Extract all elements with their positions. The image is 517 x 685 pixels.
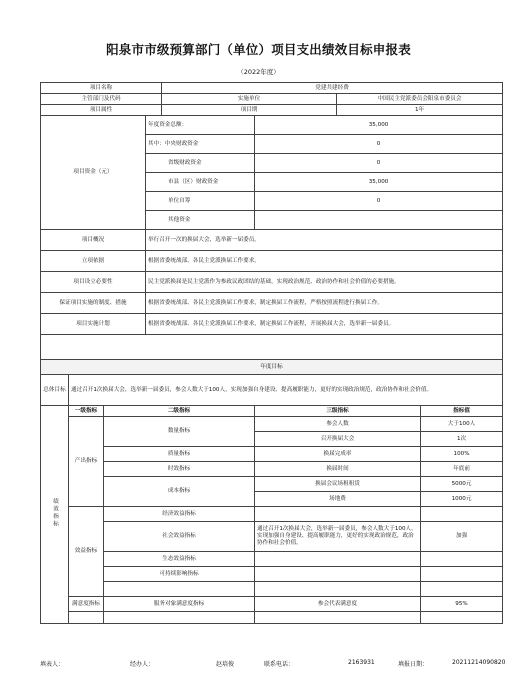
funds-row-name: 市县（区）财政资金	[146, 173, 255, 192]
indicator-name: 召开换届大会	[255, 432, 421, 447]
indicator-name: 参会人数	[255, 417, 421, 432]
col-header-value: 指标值	[421, 406, 503, 417]
phone-label: 联系电话：	[264, 661, 295, 668]
project-attr-label: 项目属性	[41, 105, 162, 116]
empty-cell	[255, 567, 421, 582]
satisfaction-indicator-label: 满意度指标	[69, 597, 104, 612]
indicator-name: 换届完成率	[255, 447, 421, 462]
guarantee-label: 保证项目实施的制度、措施	[41, 293, 146, 314]
empty-cell	[255, 582, 421, 597]
performance-target-table	[40, 82, 503, 624]
indicators-side-label	[41, 406, 69, 624]
col-header-level2: 二级指标	[104, 406, 255, 417]
eco-indicator-label: 生态效益指标	[104, 552, 255, 567]
guarantee-text: 根据省委统战部、各民主党派换届工作要求，制定换届工作流程，严格按照流程进行换届工作。	[146, 293, 503, 314]
indicator-value: 大于100人	[421, 417, 503, 432]
project-period-value: 1年	[337, 105, 503, 116]
funds-row-name: 单位自筹	[146, 192, 255, 211]
year-label: （2022年度）	[237, 68, 280, 76]
necessity-text: 民主党派换届是民主党派作为参政议政团结的基础，实现政治规范、政治协作和社会价值的必要措施。	[146, 272, 503, 293]
social-indicator-text: 通过召开1次换届大会，选举新一届委员，参会人数大于100人，实现加强自身建设、提高履职能力，更好的实现政治规范，政治协作和社会价值。	[255, 522, 421, 552]
effect-indicator-label: 效益指标	[69, 507, 104, 597]
empty-cell	[104, 582, 255, 597]
dept-label: 主管部门及代码	[41, 94, 162, 105]
indicator-value: 100%	[421, 447, 503, 462]
funds-row-value: 0	[255, 192, 503, 211]
economic-indicator-label: 经济效益指标	[104, 507, 255, 522]
indicator-name: 场地费	[255, 492, 421, 507]
output-indicator-label: 产出指标	[69, 417, 104, 507]
empty-cell	[421, 612, 503, 624]
social-indicator-value: 加强	[421, 522, 503, 552]
project-period-label: 项目期	[162, 105, 337, 116]
service-indicator-name: 参会代表满意度	[255, 597, 421, 612]
indicator-value: 年底前	[421, 462, 503, 477]
indicator-value: 5000元	[421, 477, 503, 492]
project-name-label: 项目名称	[41, 83, 162, 94]
time-indicator-label: 时效指标	[104, 462, 255, 477]
social-indicator-label: 社会效益指标	[104, 522, 255, 552]
date-value: 20211214090820	[452, 659, 506, 666]
service-indicator-value: 95%	[421, 597, 503, 612]
empty-cell	[255, 612, 421, 624]
annual-goals-header: 年度目标	[41, 360, 503, 375]
indicator-value: 1000元	[421, 492, 503, 507]
funds-row-value: 35,000	[255, 173, 503, 192]
blank-row	[41, 335, 503, 360]
indicators-side-text: 绩效指标	[52, 497, 58, 529]
plan-text: 根据省委统战部、各民主党派换届工作要求，制定换届工作流程，开展换届大会，选举新一届委员。	[146, 314, 503, 335]
project-name-value: 党建共建经费	[162, 83, 503, 94]
overview-label: 项目概况	[41, 230, 146, 251]
empty-cell	[421, 582, 503, 597]
dept-value: 实施单位	[162, 94, 337, 105]
funds-row-value: 35,000	[255, 116, 503, 135]
overall-goal-text: 通过召开1次换届大会，选举新一届委员，参会人数大于100人，实现加强自身建设、提高履职能力，更好的实现政治规范，政治协作和社会价值。	[69, 375, 503, 406]
impl-unit-value: 中国民主党派委员会阳泉市委员会	[337, 94, 503, 105]
empty-cell	[421, 507, 503, 522]
plan-label: 项目实施计划	[41, 314, 146, 335]
empty-cell	[104, 612, 255, 624]
empty-cell	[421, 567, 503, 582]
signature-footer	[38, 654, 506, 672]
phone-value: 2163931	[348, 659, 375, 666]
empty-cell	[255, 507, 421, 522]
funds-row-name: 其他资金	[146, 211, 255, 230]
funds-row-name: 其中：中央财政资金	[146, 135, 255, 154]
indicator-name: 换届会议场租租赁	[255, 477, 421, 492]
basis-label: 立项依据	[41, 251, 146, 272]
empty-cell	[421, 552, 503, 567]
basis-text: 根据省委统战部、各民主党派换届工作要求。	[146, 251, 503, 272]
funds-row-value: 0	[255, 135, 503, 154]
col-header-level3: 三级指标	[255, 406, 421, 417]
service-indicator-label: 服务对象满意度指标	[104, 597, 255, 612]
col-header-level1: 一级指标	[69, 406, 104, 417]
page-title: 阳泉市市级预算部门（单位）项目支出绩效目标申报表	[106, 42, 411, 57]
funds-row-name: 年度资金总额：	[146, 116, 255, 135]
sustain-indicator-label: 可持续影响指标	[104, 567, 255, 582]
funds-row-value: 0	[255, 154, 503, 173]
quantity-indicator-label: 数量指标	[104, 417, 255, 447]
necessity-label: 项目设立必要性	[41, 272, 146, 293]
empty-cell	[69, 612, 104, 624]
funds-label: 项目资金（元）	[41, 116, 146, 230]
cost-indicator-label: 成本指标	[104, 477, 255, 507]
overall-goal-label: 总体目标	[41, 375, 69, 406]
empty-cell	[255, 552, 421, 567]
date-label: 填报日期：	[398, 661, 429, 668]
manager-name: 赵培俊	[216, 661, 235, 668]
quality-indicator-label: 质量指标	[104, 447, 255, 462]
indicator-value: 1次	[421, 432, 503, 447]
funds-row-value	[255, 211, 503, 230]
indicator-name: 换届时间	[255, 462, 421, 477]
overview-text: 举行召开一次的换届大会，选举新一届委员。	[146, 230, 503, 251]
manager-label: 经办人：	[130, 661, 155, 668]
filler-label: 填表人：	[40, 661, 65, 668]
funds-row-name: 省级财政资金	[146, 154, 255, 173]
